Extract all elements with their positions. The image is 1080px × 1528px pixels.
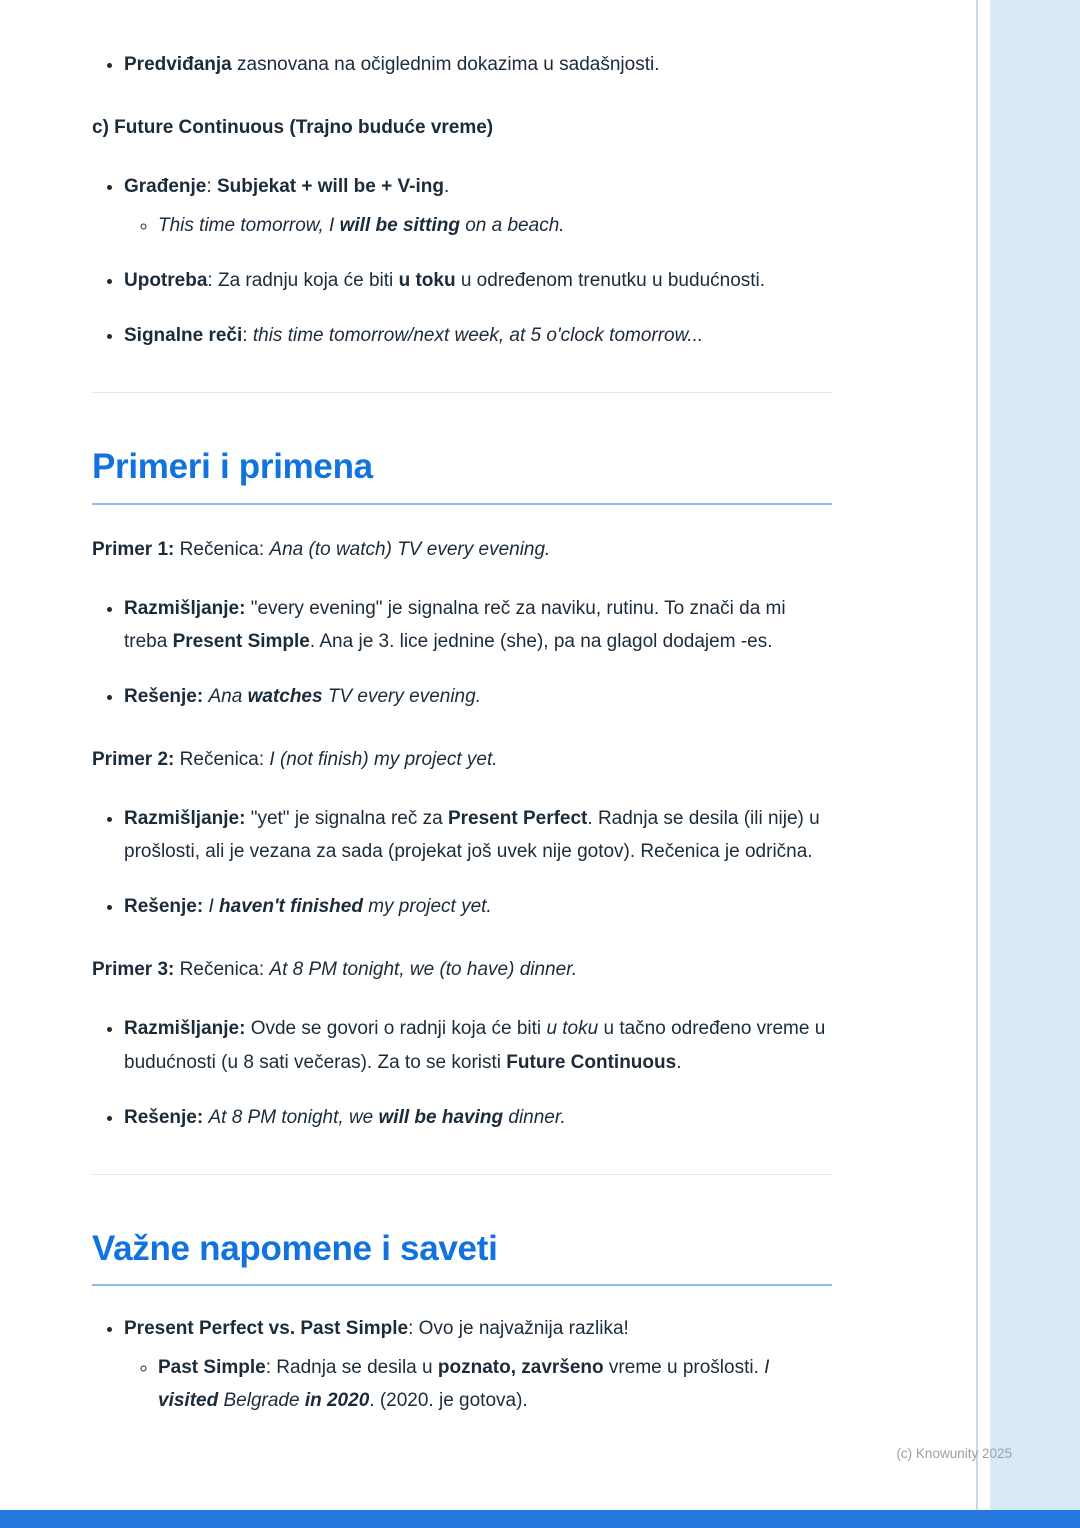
bullet-text: Past Simple: Radnja se desila u poznato, završeno vreme u prošlosti. I visited Belgrade in 2020. (2020. je gotova). xyxy=(158,1357,770,1412)
list-item xyxy=(124,890,832,923)
list-item xyxy=(124,1312,832,1417)
sub-list-item xyxy=(158,209,832,242)
list-item xyxy=(124,592,832,658)
bullet-text: Signalne reči: this time tomorrow/next week, at 5 o'clock tomorrow... xyxy=(124,325,704,347)
section-divider xyxy=(92,392,832,393)
sub-list-item xyxy=(158,1351,832,1417)
sub-list xyxy=(124,209,832,242)
bottom-accent-bar xyxy=(0,1510,1080,1528)
bullet-text: Razmišljanje: "yet" je signalna reč za Present Perfect. Radnja se desila (ili nije) u prošlosti, ali je vezana za sada (projekat još uvek nije gotov). Rečenica je odrična. xyxy=(124,808,820,863)
sub-list xyxy=(124,1351,832,1417)
bullet-text: Present Perfect vs. Past Simple: Ovo je najvažnija razlika! xyxy=(124,1318,629,1340)
list-item xyxy=(124,264,832,297)
bullet-text: Rešenje: At 8 PM tonight, we will be having dinner. xyxy=(124,1106,566,1128)
section-title-napomene: Važne napomene i saveti xyxy=(92,1227,832,1287)
bullet-text: Predviđanja zasnovana na očiglednim dokazima u sadašnjosti. xyxy=(124,54,660,75)
page-edge-line xyxy=(976,0,978,1528)
subsection-heading-future-continuous: c) Future Continuous (Trajno buduće vreme) xyxy=(92,117,494,139)
primer3-intro: Primer 3: Rečenica: At 8 PM tonight, we (to have) dinner. xyxy=(92,959,578,981)
section-divider xyxy=(92,1174,832,1175)
bullet-text: Razmišljanje: Ovde se govori o radnji koja će biti u toku u tačno određeno vreme u budućnosti (u 8 sati večeras). Za to se koristi Future Continuous. xyxy=(124,1018,826,1073)
list-item xyxy=(124,319,832,352)
list-item xyxy=(124,1101,832,1134)
list-item xyxy=(124,1012,832,1078)
list-item xyxy=(124,170,832,242)
section-title-primeri: Primeri i primena xyxy=(92,445,832,505)
viewer-background-strip xyxy=(990,0,1080,1528)
bullet-text: This time tomorrow, I will be sitting on a beach. xyxy=(158,215,565,237)
document-content xyxy=(92,0,832,1447)
primer1-list xyxy=(92,592,832,713)
primer3-list xyxy=(92,1012,832,1133)
bullet-text: Rešenje: Ana watches TV every evening. xyxy=(124,686,481,708)
future-continuous-list xyxy=(92,170,832,352)
napomene-list xyxy=(92,1312,832,1417)
primer1-intro: Primer 1: Rečenica: Ana (to watch) TV every evening. xyxy=(92,539,551,561)
list-item xyxy=(124,48,832,81)
bullet-text: Građenje: Subjekat + will be + V-ing. xyxy=(124,176,450,198)
predvidjanja-list xyxy=(92,48,832,81)
bullet-text: Rešenje: I haven't finished my project yet. xyxy=(124,896,492,918)
bullet-text: Razmišljanje: "every evening" je signalna reč za naviku, rutinu. To znači da mi treba Present Simple. Ana je 3. lice jednine (she), pa na glagol dodajem -es. xyxy=(124,598,786,653)
list-item xyxy=(124,680,832,713)
footer-credit: (c) Knowunity 2025 xyxy=(896,1445,1012,1461)
primer2-list xyxy=(92,802,832,923)
bullet-text: Upotreba: Za radnju koja će biti u toku u određenom trenutku u budućnosti. xyxy=(124,270,766,292)
list-item xyxy=(124,802,832,868)
primer2-intro: Primer 2: Rečenica: I (not finish) my project yet. xyxy=(92,749,498,771)
